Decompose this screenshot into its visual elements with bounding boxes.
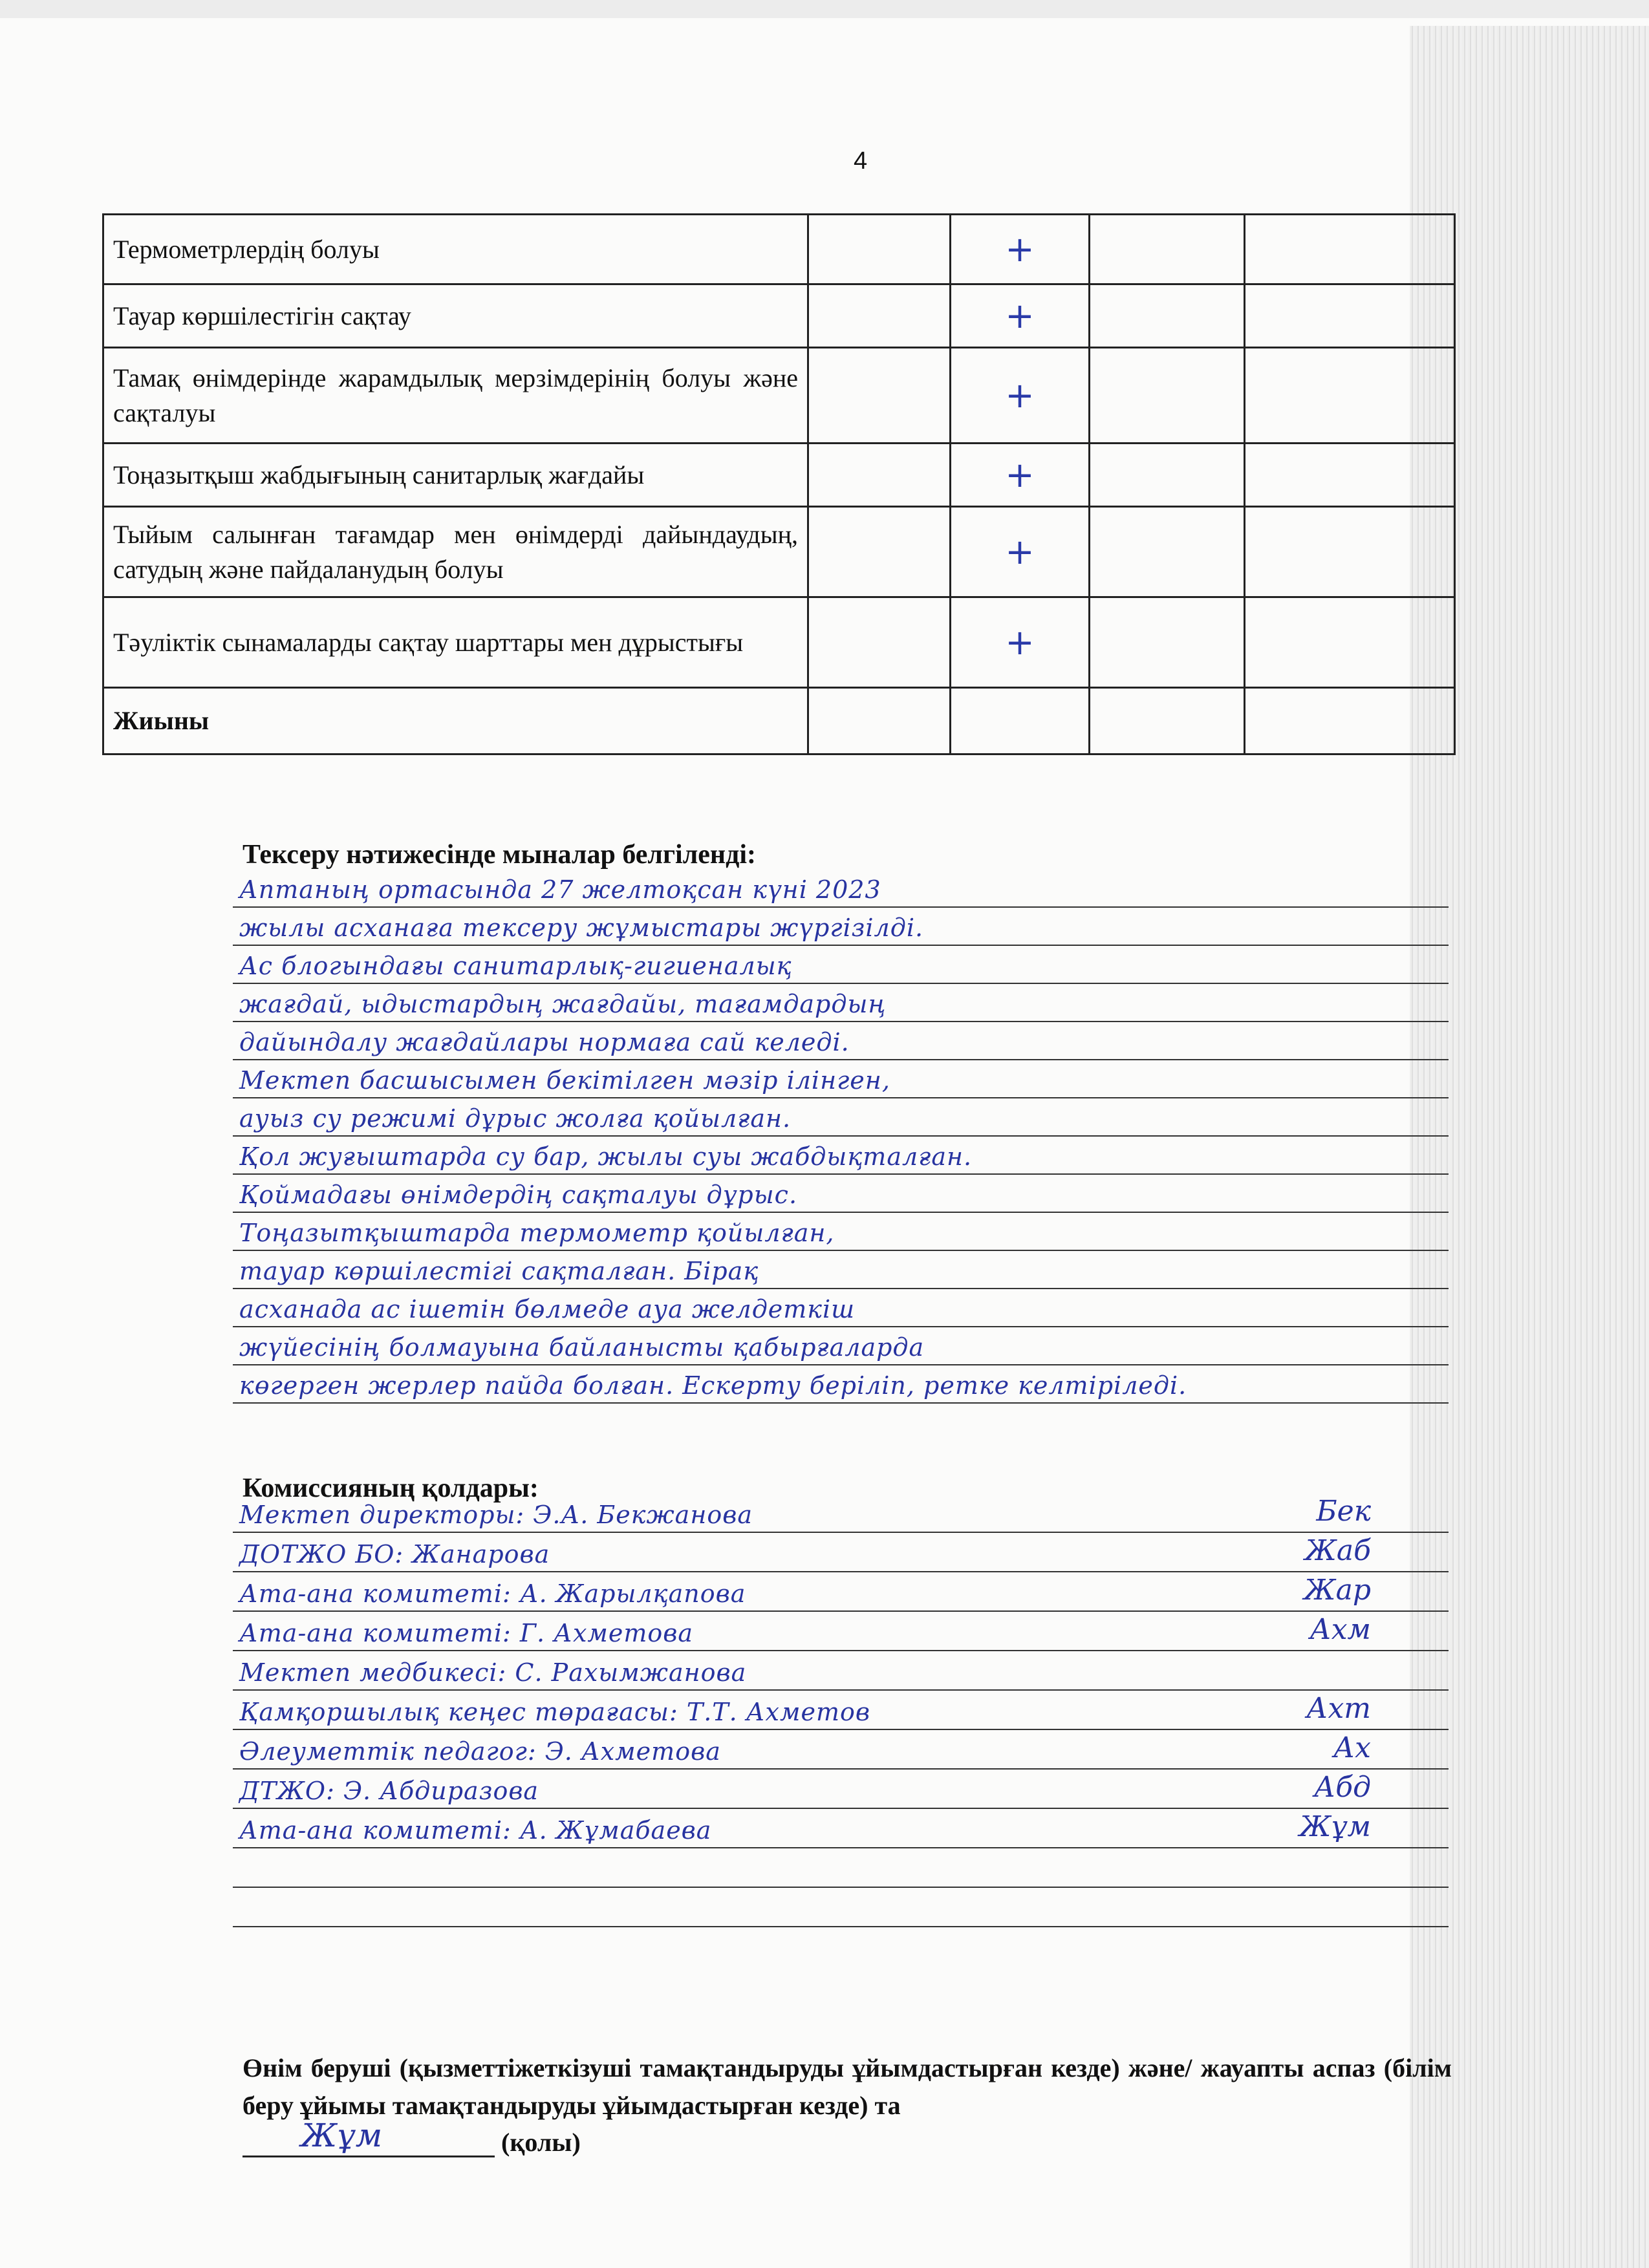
- ruled-line: [233, 908, 1449, 946]
- ruled-line: [233, 1137, 1449, 1175]
- ruled-line: [233, 1098, 1449, 1137]
- page-number: 4: [854, 147, 868, 175]
- member-signature: Жұм: [1299, 1810, 1371, 1843]
- signature-line: [233, 1730, 1449, 1770]
- member-name: Мектеп директоры: Э.А. Бекжанова: [239, 1501, 753, 1529]
- checklist-row: [103, 597, 1455, 688]
- signature-line: [233, 1770, 1449, 1809]
- empty-cell: [1245, 215, 1455, 284]
- checklist-row: [103, 215, 1455, 284]
- check-mark: +: [951, 348, 1090, 444]
- member-signature: Жар: [1304, 1574, 1371, 1607]
- empty-cell: [1090, 348, 1245, 444]
- ruled-line: [233, 1289, 1449, 1327]
- check-mark: +: [951, 284, 1090, 348]
- signature-line: [233, 1691, 1449, 1730]
- signature-caption: (қолы): [501, 2128, 581, 2157]
- footer-note: Өнім беруші (қызметтіжеткізуші тамақтандыруды ұйымдастырған кезде) және/ жауапты аспаз (білім беру ұйымы тамақтандыруды ұйымдастырған кезде) та: [242, 2053, 1452, 2120]
- checklist-row: [103, 284, 1455, 348]
- empty-cell: [808, 688, 951, 754]
- signature-line: [233, 1572, 1449, 1612]
- handwritten-text: Қол жуғыштарда су бар, жылы суы жабдықталған.: [239, 1142, 973, 1171]
- signature-line: [233, 1612, 1449, 1651]
- member-name: Ата-ана комитеті: Г. Ахметова: [239, 1619, 694, 1647]
- handwritten-text: Ас блогындағы санитарлық-гигиеналық: [239, 952, 792, 980]
- signature-line: [233, 1493, 1449, 1533]
- signature-line: [233, 1848, 1449, 1888]
- checklist-row: [103, 444, 1455, 507]
- empty-cell: [808, 597, 951, 688]
- empty-cell: [1090, 444, 1245, 507]
- criterion-label: Тәуліктік сынамаларды сақтау шарттары мен дұрыстығы: [103, 597, 808, 688]
- ruled-line: [233, 1213, 1449, 1251]
- ruled-line: [233, 1060, 1449, 1098]
- criterion-label: Тоңазытқыш жабдығының санитарлық жағдайы: [103, 444, 808, 507]
- member-name: ДТЖО: Э. Абдиразова: [239, 1777, 539, 1805]
- member-signature: Ах: [1333, 1731, 1371, 1764]
- ruled-line: [233, 1251, 1449, 1289]
- criterion-label: Тауар көршілестігін сақтау: [103, 284, 808, 348]
- handwritten-text: тауар көршілестігі сақталған. Бірақ: [239, 1257, 759, 1285]
- member-signature: Ахт: [1306, 1692, 1371, 1725]
- scan-top-edge: [0, 0, 1649, 18]
- member-name: Ата-ана комитеті: А. Жұмабаева: [239, 1816, 712, 1845]
- member-signature: Бек: [1316, 1495, 1371, 1528]
- checklist-table: [102, 213, 1456, 755]
- handwritten-text: Қоймадағы өнімдердің сақталуы дұрыс.: [239, 1181, 798, 1209]
- member-name: Әлеуметтік педагог: Э. Ахметова: [239, 1737, 721, 1766]
- check-mark: +: [951, 444, 1090, 507]
- signature-line: [233, 1809, 1449, 1848]
- empty-cell: [808, 348, 951, 444]
- ruled-line: [233, 870, 1449, 908]
- ruled-line: [233, 1327, 1449, 1365]
- member-name: ДОТЖО БО: Жанарова: [239, 1540, 550, 1568]
- handwritten-signature: Жұм: [301, 2117, 383, 2154]
- ruled-line: [233, 946, 1449, 984]
- handwritten-text: Аптаның ортасында 27 желтоқсан күні 2023: [239, 875, 881, 904]
- empty-cell: [1090, 507, 1245, 597]
- empty-cell: [1245, 444, 1455, 507]
- empty-cell: [808, 507, 951, 597]
- signature-blank: [242, 2117, 495, 2157]
- criterion-label: Тыйым салынған тағамдар мен өнімдерді дайындаудың, сатудың және пайдаланудың болуы: [103, 507, 808, 597]
- empty-cell: [1245, 507, 1455, 597]
- handwritten-text: дайындалу жағдайлары нормаға сай келеді.: [239, 1028, 850, 1056]
- handwritten-text: жылы асханаға тексеру жұмыстары жүргізілді.: [239, 914, 924, 942]
- findings-lines: [233, 870, 1449, 1404]
- ruled-line: [233, 984, 1449, 1022]
- ruled-line: [233, 1175, 1449, 1213]
- member-signature: Ахм: [1310, 1613, 1371, 1646]
- check-mark: +: [951, 597, 1090, 688]
- empty-cell: [808, 444, 951, 507]
- checklist-row: [103, 348, 1455, 444]
- criterion-label: Тамақ өнімдерінде жарамдылық мерзімдерінің болуы және сақталуы: [103, 348, 808, 444]
- handwritten-text: асханада ас ішетін бөлмеде ауа желдеткіш: [239, 1295, 856, 1323]
- handwritten-text: Тоңазытқыштарда термометр қойылған,: [239, 1219, 835, 1247]
- handwritten-text: ауыз су режимі дұрыс жолға қойылған.: [239, 1104, 792, 1133]
- total-label: Жиыны: [103, 688, 808, 754]
- member-name: Ата-ана комитеті: А. Жарылқапова: [239, 1579, 746, 1608]
- checklist-row: [103, 507, 1455, 597]
- empty-cell: [951, 688, 1090, 754]
- member-signature: Жаб: [1304, 1534, 1371, 1567]
- empty-cell: [1245, 597, 1455, 688]
- member-name: Қамқоршылық кеңес төрағасы: Т.Т. Ахметов: [239, 1698, 871, 1726]
- findings-title: Тексеру нәтижесінде мыналар белгіленді:: [242, 840, 757, 870]
- footer-signature: [242, 2117, 581, 2157]
- empty-cell: [1245, 284, 1455, 348]
- empty-cell: [1245, 688, 1455, 754]
- signature-line: [233, 1651, 1449, 1691]
- criterion-label: Термометрлердің болуы: [103, 215, 808, 284]
- empty-cell: [808, 284, 951, 348]
- handwritten-text: көгерген жерлер пайда болған. Ескерту беріліп, ретке келтіріледі.: [239, 1371, 1187, 1400]
- handwritten-text: Мектеп басшысымен бекітілген мәзір ілінген,: [239, 1066, 890, 1095]
- empty-cell: [1090, 688, 1245, 754]
- member-name: Мектеп медбикесі: С. Рахымжанова: [239, 1658, 747, 1687]
- empty-cell: [1245, 348, 1455, 444]
- empty-cell: [808, 215, 951, 284]
- ruled-line: [233, 1365, 1449, 1404]
- check-mark: +: [951, 215, 1090, 284]
- member-signature: Абд: [1313, 1771, 1371, 1804]
- ruled-line: [233, 1022, 1449, 1060]
- commission-title: Комиссияның қолдары:: [242, 1473, 539, 1503]
- signature-line: [233, 1888, 1449, 1927]
- handwritten-text: жағдай, ыдыстардың жағдайы, тағамдардың: [239, 990, 887, 1018]
- check-mark: +: [951, 507, 1090, 597]
- empty-cell: [1090, 597, 1245, 688]
- handwritten-text: жүйесінің болмауына байланысты қабырғаларда: [239, 1333, 925, 1362]
- empty-cell: [1090, 284, 1245, 348]
- total-row: [103, 688, 1455, 754]
- signature-line: [233, 1533, 1449, 1572]
- empty-cell: [1090, 215, 1245, 284]
- commission-signature-lines: [233, 1493, 1449, 1927]
